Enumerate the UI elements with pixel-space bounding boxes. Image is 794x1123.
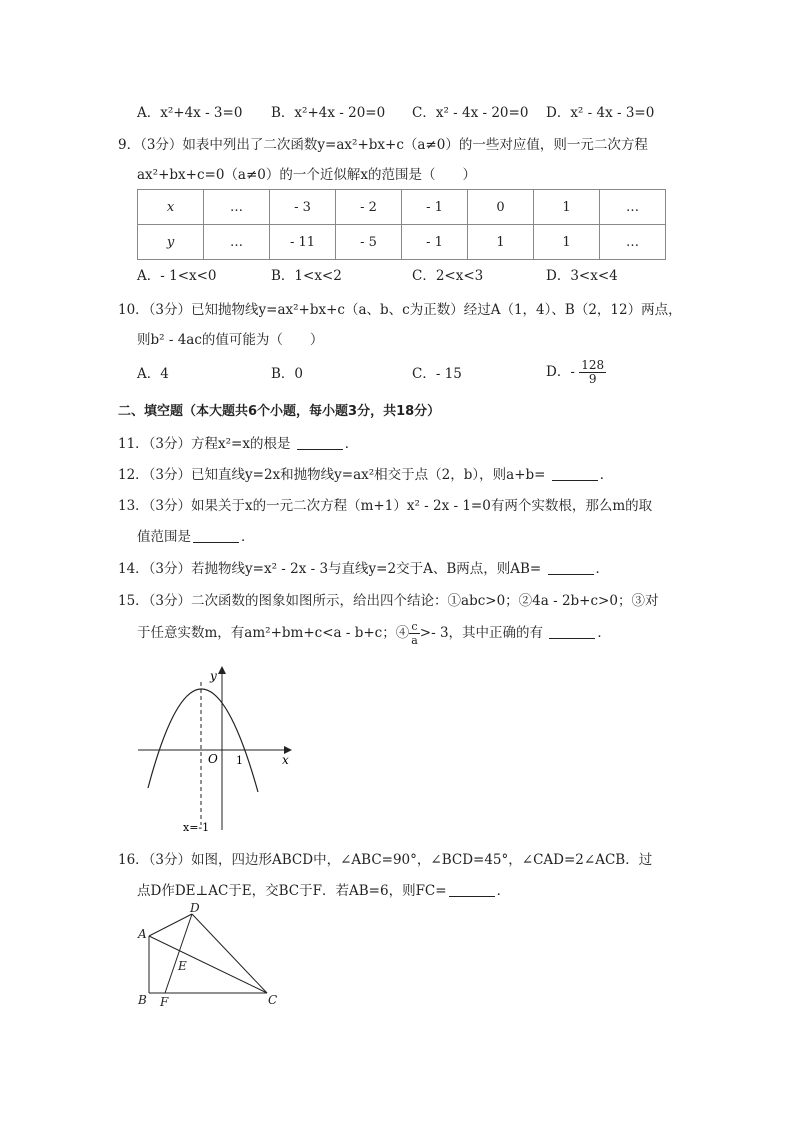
fraction-denominator: a [411,634,418,647]
table-cell: 1 [534,190,600,225]
point-label-e: E [178,959,187,973]
q12-text: 12．（3分）已知直线y=2x和抛物线y=ax²相交于点（2，b），则a+b= [118,467,546,483]
table-cell: y [138,225,204,260]
q16-line1: 16．（3分）如图，四边形ABCD中，∠ABC=90°，∠BCD=45°，∠CAD=2∠ACB．过 [118,852,653,868]
q8-option-a: A．x²+4x - 3=0 [137,105,243,121]
table-cell: … [204,225,270,260]
q10-option-d-fraction [579,359,606,386]
q10-option-b: B．0 [271,366,304,382]
segment-ac [149,936,267,993]
segment-cd [192,914,267,993]
q9-stem-line1: 9．（3分）如表中列出了二次函数y=ax²+bx+c（a≠0）的一些对应值，则一元二次方程 [118,137,648,153]
y-axis-label: y [210,669,217,683]
q8-option-b: B．x²+4x - 20=0 [271,105,386,121]
q15-parabola-graph [130,660,300,835]
q8-option-c: C．x² - 4x - 20=0 [412,105,529,121]
q14 [118,560,609,578]
q16-line2 [137,882,510,900]
q9-option-d: D．3<x<4 [546,268,618,284]
parabola-curve [148,689,258,792]
fraction-numerator: c [409,620,420,634]
table-cell: 1 [468,225,534,260]
q9-option-b: B．1<x<2 [271,268,342,284]
q13-text: 值范围是 [137,529,191,545]
q16-quadrilateral-figure [132,900,292,1012]
q10-option-d [546,357,606,387]
x-axis-label: x [282,753,289,767]
answer-blank [549,626,595,639]
table-cell: x [138,190,204,225]
table-cell: - 3 [270,190,336,225]
q15-fraction [409,620,420,647]
q10-option-d-prefix: D．- [546,364,575,380]
table-cell: - 5 [336,225,402,260]
table-cell: - 2 [336,190,402,225]
fraction-denominator: 9 [588,372,597,386]
answer-blank [548,562,594,575]
section-title: 二、填空题（本大题共6个小题，每小题3分，共18分） [118,404,441,419]
table-cell: … [204,190,270,225]
q15-text-b: >- 3，其中正确的有 [419,625,544,641]
period: ． [496,883,511,899]
table-cell: - 1 [402,190,468,225]
q15-line1: 15．（3分）二次函数的图象如图所示，给出四个结论：①abc>0；②4a - 2b+c>0；③对 [118,593,659,609]
table-row-x [138,190,666,225]
period: ． [344,436,359,452]
point-label-f: F [160,995,169,1009]
q15-line2 [137,618,611,648]
vertex-label-d: D [190,901,200,915]
period: ． [597,625,611,641]
q10-option-c: C．- 15 [412,366,462,382]
q10-stem-line2: 则b² - 4ac的值可能为（ ） [137,332,324,348]
vertex-label-c: C [268,993,278,1007]
period: ． [241,529,255,545]
q13-line2 [137,528,255,546]
answer-blank [297,437,343,450]
table-cell: - 11 [270,225,336,260]
answer-blank [449,884,495,897]
q16-text: 点D作DE⊥AC于E，交BC于F．若AB=6，则FC= [137,883,447,899]
q11-text: 11．（3分）方程x²=x的根是 [118,436,291,452]
table-cell: … [600,225,666,260]
y-axis-arrow-icon [218,666,226,674]
vertex-label-a: A [138,927,147,941]
q14-text: 14．（3分）若抛物线y=x² - 2x - 3与直线y=2交于A、B两点，则AB= [118,561,542,577]
tick-label-one: 1 [236,754,243,767]
table-cell: 0 [468,190,534,225]
q12 [118,466,613,484]
fraction-numerator: 128 [581,358,605,372]
period: ． [599,467,614,483]
q9-option-c: C．2<x<3 [412,268,484,284]
origin-label: O [208,752,218,766]
vertex-label-b: B [138,993,147,1007]
answer-blank [193,530,239,543]
symmetry-axis-label: x=-1 [183,821,210,834]
q8-option-d: D．x² - 4x - 3=0 [546,105,655,121]
q10-stem-line1: 10．（3分）已知抛物线y=ax²+bx+c（a、b、c为正数）经过A（1，4）、B（2，12）两点， [118,302,682,318]
answer-blank [552,468,598,481]
table-cell: - 1 [402,225,468,260]
table-row-y [138,225,666,260]
table-cell: 1 [534,225,600,260]
q9-stem-line2: ax²+bx+c=0（a≠0）的一个近似解x的范围是（ ） [137,167,476,183]
q11 [118,435,358,453]
q9-value-table [137,189,666,260]
table-cell: … [600,190,666,225]
period: ． [595,561,610,577]
q9-option-a: A．- 1<x<0 [137,268,217,284]
q10-option-a: A．4 [137,366,169,382]
q15-text-a: 于任意实数m，有am²+bm+c<a - b+c；④ [137,625,410,641]
q13-line1: 13．（3分）如果关于x的一元二次方程（m+1）x² - 2x - 1=0有两个实数根，那么m的取 [118,498,653,514]
